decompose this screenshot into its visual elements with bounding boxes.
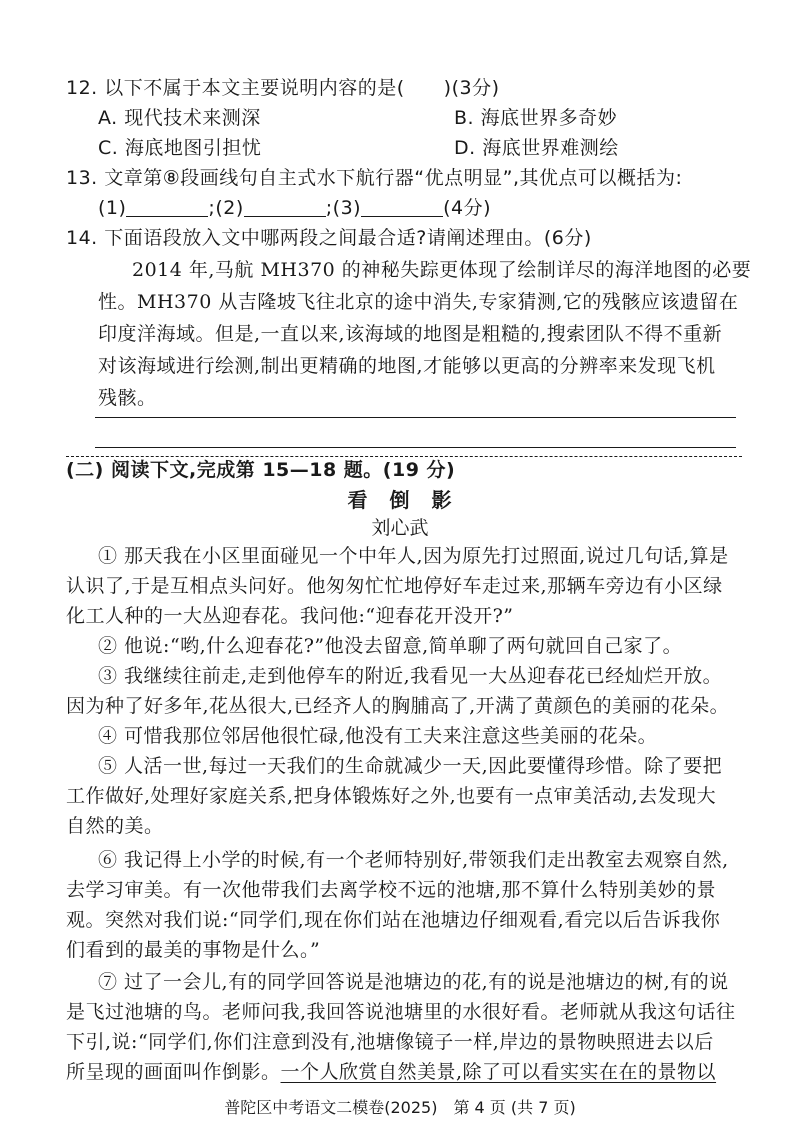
article-line: 下引,说:“同学们,你们注意到没有,池塘像镜子一样,岸边的景物映照进去以后 [66, 1031, 714, 1053]
article-author: 刘心武 [371, 517, 429, 539]
article-line: 工作做好,处理好家庭关系,把身体锻炼好之外,也要有一点审美活动,去发现大 [66, 785, 717, 807]
q13-blanks [98, 194, 491, 222]
q13-blank1[interactable] [126, 198, 208, 217]
article-line: 是飞过池塘的鸟。老师问我,我回答说池塘里的水很好看。老师就从我这句话往 [66, 1001, 736, 1023]
article-line: ⑤ 人活一世,每过一天我们的生命就减少一天,因此要懂得珍惜。除了要把 [98, 755, 723, 777]
q12-option-c: C. 海底地图引担忧 [98, 137, 262, 159]
q13-points: (4分) [443, 197, 491, 219]
article-line [66, 1058, 716, 1086]
underlined-sentence: 一个人欣赏自然美景,除了可以看实实在在的景物以 [280, 1061, 717, 1083]
article-title: 看 倒 影 [347, 488, 453, 512]
article-line: ④ 可惜我那位邻居他很忙碌,他没有工夫来注意这些美丽的花朵。 [98, 725, 658, 747]
q13-blank3[interactable] [361, 198, 443, 217]
q13-blank3-label: ;(3) [325, 197, 362, 219]
article-line: ② 他说:“哟,什么迎春花?”他没去留意,简单聊了两句就回自己家了。 [98, 635, 683, 657]
q12-option-b: B. 海底世界多奇妙 [454, 107, 618, 129]
article-line: 认识了,于是互相点头问好。他匆匆忙忙地停好车走过来,那辆车旁边有小区绿 [66, 575, 723, 597]
article-line: 观。突然对我们说:“同学们,现在你们站在池塘边仔细观看,看完以后告诉我你 [66, 909, 721, 931]
article-line: 们看到的最美的事物是什么。” [66, 939, 321, 961]
answer-line[interactable] [95, 447, 736, 448]
q13-blank2-label: ;(2) [208, 197, 244, 219]
section2-heading: (二) 阅读下文,完成第 15—18 题。(19 分) [66, 459, 456, 481]
q12-option-a: A. 现代技术来测深 [98, 107, 261, 129]
q14-passage-line: 残骸。 [98, 387, 157, 409]
q14-passage-line: 印度洋海域。但是,一直以来,该海域的地图是粗糙的,搜索团队不得不重新 [98, 323, 723, 345]
q14-stem: 14. 下面语段放入文中哪两段之间最合适?请阐述理由。(6分) [66, 227, 592, 249]
answer-line[interactable] [95, 417, 736, 418]
article-line: 因为种了好多年,花丛很大,已经齐人的胸脯高了,开满了黄颜色的美丽的花朵。 [66, 695, 730, 717]
q13-blank2[interactable] [244, 198, 326, 217]
article-line: ① 那天我在小区里面碰见一个中年人,因为原先打过照面,说过几句话,算是 [98, 545, 729, 567]
q14-passage-line: 性。MH370 从吉隆坡飞往北京的途中消失,专家猜测,它的残骸应该遗留在 [98, 291, 739, 313]
article-line: 化工人种的一大丛迎春花。我问他:“迎春花开没开?” [66, 605, 514, 627]
article-line: ③ 我继续往前走,走到他停车的附近,我看见一大丛迎春花已经灿烂开放。 [98, 665, 723, 687]
q14-passage-line: 对该海域进行绘测,制出更精确的地图,才能够以更高的分辨率来发现飞机 [98, 355, 716, 377]
article-line: 去学习审美。有一次他带我们去离学校不远的池塘,那不算什么特别美妙的景 [66, 879, 717, 901]
article-line: ⑥ 我记得上小学的时候,有一个老师特别好,带领我们走出教室去观察自然, [98, 849, 729, 871]
q12-option-d: D. 海底世界难测绘 [454, 137, 619, 159]
q13-stem: 13. 文章第⑧段画线句自主式水下航行器“优点明显”,其优点可以概括为: [66, 167, 683, 189]
q14-passage-line: 2014 年,马航 MH370 的神秘失踪更体现了绘制详尽的海洋地图的必要 [132, 259, 752, 281]
q13-blank1-label: (1) [98, 197, 127, 219]
q12-stem: 12. 以下不属于本文主要说明内容的是( )(3分) [66, 77, 500, 99]
article-line-text: 所呈现的画面叫作倒影。 [66, 1061, 281, 1083]
page-footer: 普陀区中考语文二模卷(2025) 第 4 页 (共 7 页) [224, 1098, 576, 1117]
article-line: ⑦ 过了一会儿,有的同学回答说是池塘边的花,有的说是池塘边的树,有的说 [98, 971, 729, 993]
article-line: 自然的美。 [66, 815, 164, 837]
